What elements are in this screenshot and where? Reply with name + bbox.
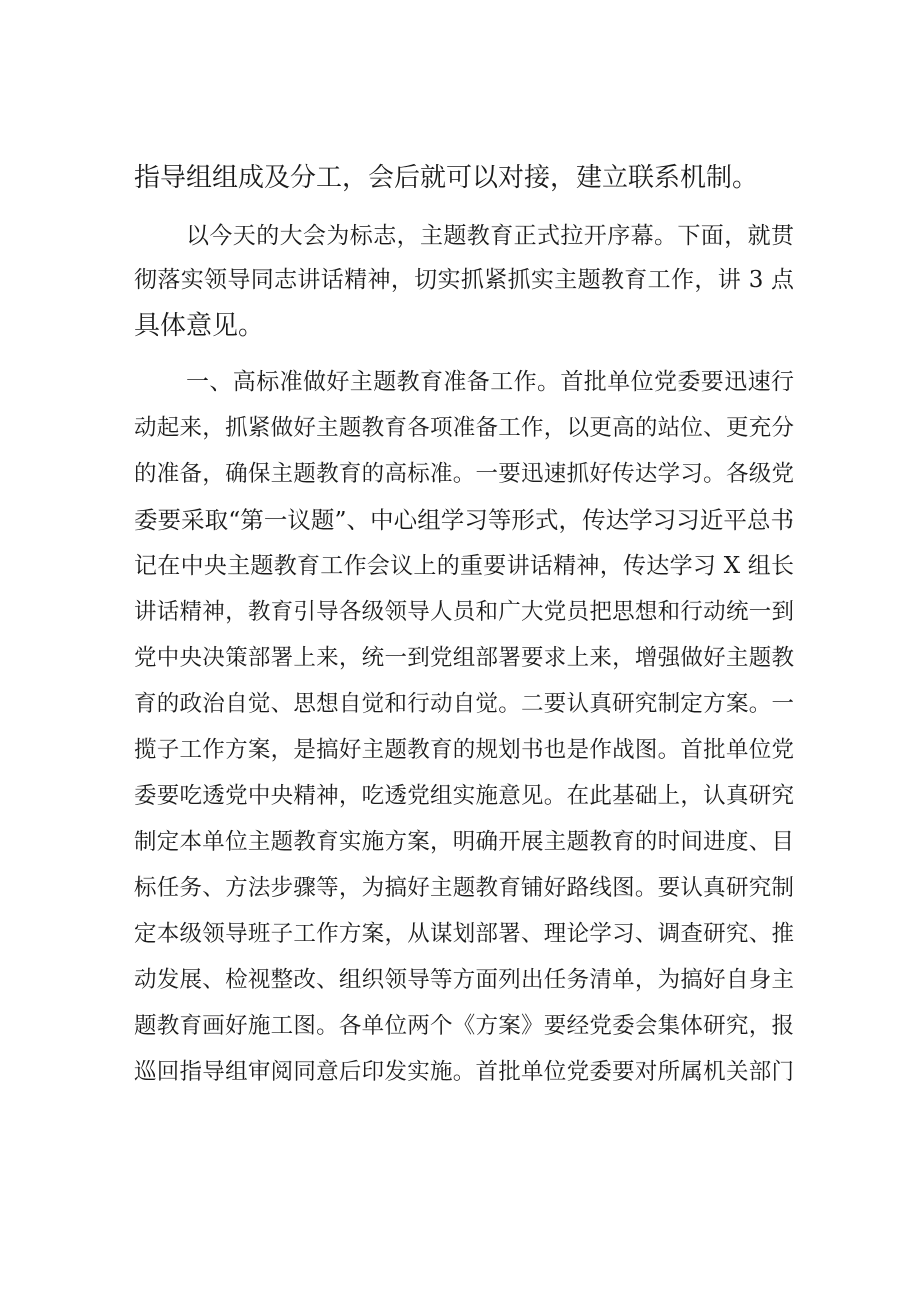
- text-line: 记在中央主题教育工作会议上的重要讲话精神，传达学习 X 组长: [134, 553, 794, 579]
- text-line: 动发展、检视整改、组织领导等方面列出任务清单，为搞好自身主: [134, 967, 794, 993]
- text-line: 委要采取“第一议题”、中心组学习等形式，传达学习习近平总书: [134, 506, 794, 534]
- text-line: 题教育画好施工图。各单位两个《方案》要经党委会集体研究，报: [134, 1013, 794, 1039]
- text-line: 巡回指导组审阅同意后印发实施。首批单位党委要对所属机关部门: [134, 1059, 794, 1085]
- text-line: 动起来，抓紧做好主题教育各项准备工作，以更高的站位、更充分: [134, 415, 794, 441]
- text-line: 彻落实领导同志讲话精神，切实抓紧抓实主题教育工作，讲 3 点: [134, 267, 794, 293]
- text-line: 讲话精神，教育引导各级领导人员和广大党员把思想和行动统一到: [134, 599, 794, 625]
- text-line: 制定本单位主题教育实施方案，明确开展主题教育的时间进度、目: [134, 829, 794, 855]
- text-line: 揽子工作方案，是搞好主题教育的规划书也是作战图。首批单位党: [134, 737, 794, 763]
- text-line: 具体意见。: [134, 311, 265, 341]
- text-line: 的准备，确保主题教育的高标准。一要迅速抓好传达学习。各级党: [134, 461, 794, 487]
- text-line: 标任务、方法步骤等，为搞好主题教育铺好路线图。要认真研究制: [134, 875, 794, 901]
- text-line: 一、高标准做好主题教育准备工作。首批单位党委要迅速行: [186, 369, 794, 395]
- text-line: 定本级领导班子工作方案，从谋划部署、理论学习、调查研究、推: [134, 921, 794, 947]
- text-line: 党中央决策部署上来，统一到党组部署要求上来，增强做好主题教: [134, 645, 794, 671]
- text-line: 指导组组成及分工，会后就可以对接，建立联系机制。: [134, 163, 759, 193]
- text-line: 以今天的大会为标志，主题教育正式拉开序幕。下面，就贯: [186, 223, 794, 249]
- text-line: 育的政治自觉、思想自觉和行动自觉。二要认真研究制定方案。一: [134, 691, 794, 717]
- text-line: 委要吃透党中央精神，吃透党组实施意见。在此基础上，认真研究: [134, 783, 794, 809]
